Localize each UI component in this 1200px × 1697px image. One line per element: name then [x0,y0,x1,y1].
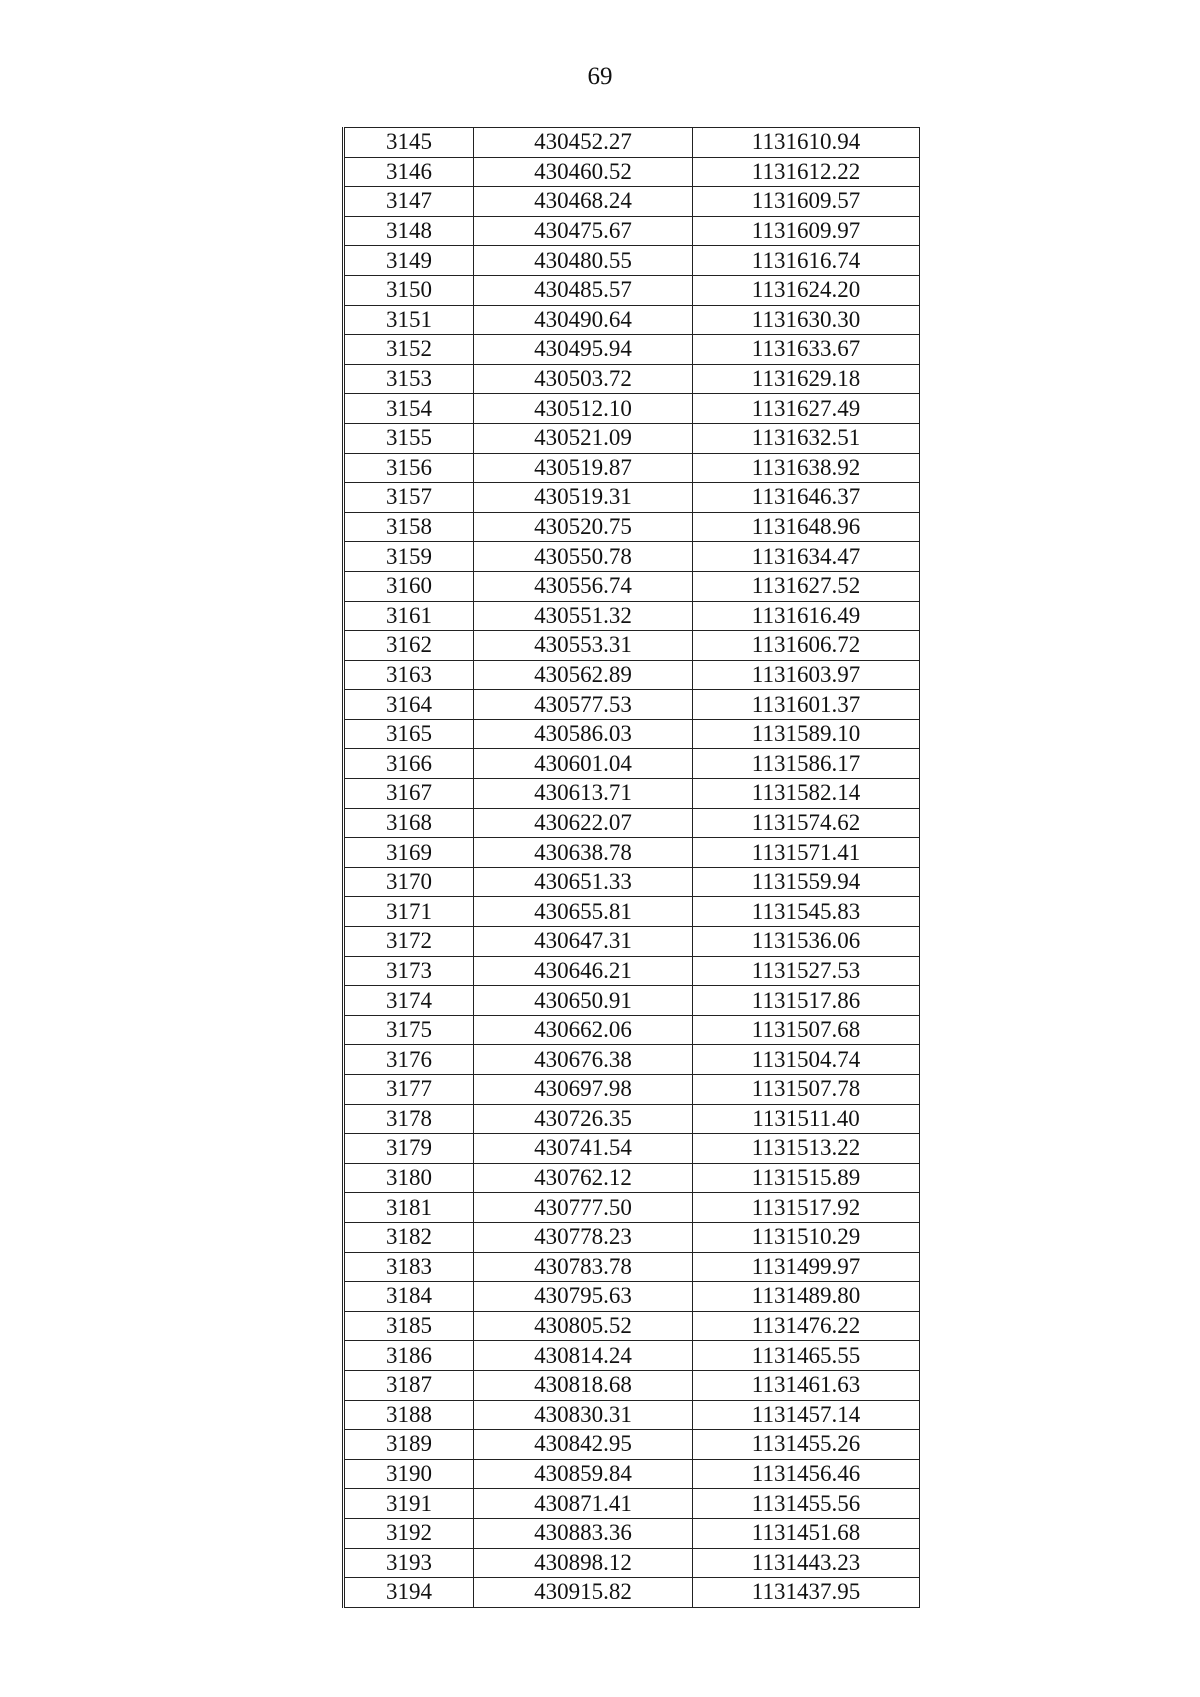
coordinates-table-body [344,128,920,1608]
table-row [344,631,920,661]
table-row [344,1222,920,1252]
y-coordinate-cell: 1131476.22 [693,1311,920,1341]
table-row [344,1400,920,1430]
y-coordinate-cell: 1131499.97 [693,1252,920,1282]
y-coordinate-cell: 1131507.78 [693,1075,920,1105]
table-row [344,1459,920,1489]
x-coordinate-cell: 430495.94 [474,335,693,365]
point-number-cell: 3174 [344,986,474,1016]
y-coordinate-cell: 1131513.22 [693,1134,920,1164]
y-coordinate-cell: 1131627.49 [693,394,920,424]
point-number-cell: 3190 [344,1459,474,1489]
table-row [344,335,920,365]
table-row [344,1518,920,1548]
point-number-cell: 3164 [344,690,474,720]
y-coordinate-cell: 1131465.55 [693,1341,920,1371]
point-number-cell: 3147 [344,187,474,217]
x-coordinate-cell: 430577.53 [474,690,693,720]
x-coordinate-cell: 430676.38 [474,1045,693,1075]
y-coordinate-cell: 1131517.92 [693,1193,920,1223]
table-row [344,1578,920,1608]
table-row [344,779,920,809]
x-coordinate-cell: 430638.78 [474,838,693,868]
point-number-cell: 3189 [344,1430,474,1460]
y-coordinate-cell: 1131646.37 [693,483,920,513]
table-row [344,1163,920,1193]
table-row [344,986,920,1016]
y-coordinate-cell: 1131582.14 [693,779,920,809]
x-coordinate-cell: 430697.98 [474,1075,693,1105]
y-coordinate-cell: 1131633.67 [693,335,920,365]
point-number-cell: 3187 [344,1370,474,1400]
x-coordinate-cell: 430460.52 [474,157,693,187]
point-number-cell: 3165 [344,719,474,749]
point-number-cell: 3175 [344,1015,474,1045]
y-coordinate-cell: 1131624.20 [693,275,920,305]
y-coordinate-cell: 1131504.74 [693,1045,920,1075]
table-row [344,216,920,246]
y-coordinate-cell: 1131455.26 [693,1430,920,1460]
point-number-cell: 3177 [344,1075,474,1105]
point-number-cell: 3156 [344,453,474,483]
point-number-cell: 3170 [344,867,474,897]
y-coordinate-cell: 1131589.10 [693,719,920,749]
x-coordinate-cell: 430646.21 [474,956,693,986]
x-coordinate-cell: 430842.95 [474,1430,693,1460]
x-coordinate-cell: 430503.72 [474,364,693,394]
point-number-cell: 3191 [344,1489,474,1519]
point-number-cell: 3192 [344,1518,474,1548]
x-coordinate-cell: 430586.03 [474,719,693,749]
y-coordinate-cell: 1131634.47 [693,542,920,572]
table-row [344,394,920,424]
y-coordinate-cell: 1131574.62 [693,808,920,838]
x-coordinate-cell: 430898.12 [474,1548,693,1578]
y-coordinate-cell: 1131559.94 [693,867,920,897]
x-coordinate-cell: 430468.24 [474,187,693,217]
x-coordinate-cell: 430550.78 [474,542,693,572]
y-coordinate-cell: 1131601.37 [693,690,920,720]
x-coordinate-cell: 430818.68 [474,1370,693,1400]
table-row [344,808,920,838]
point-number-cell: 3157 [344,483,474,513]
point-number-cell: 3149 [344,246,474,276]
x-coordinate-cell: 430519.87 [474,453,693,483]
table-row [344,1252,920,1282]
x-coordinate-cell: 430662.06 [474,1015,693,1045]
x-coordinate-cell: 430520.75 [474,512,693,542]
table-row [344,305,920,335]
y-coordinate-cell: 1131461.63 [693,1370,920,1400]
point-number-cell: 3168 [344,808,474,838]
table-row [344,897,920,927]
coordinates-table [342,127,920,1608]
x-coordinate-cell: 430859.84 [474,1459,693,1489]
point-number-cell: 3172 [344,927,474,957]
point-number-cell: 3169 [344,838,474,868]
y-coordinate-cell: 1131511.40 [693,1104,920,1134]
table-row [344,1548,920,1578]
table-row [344,1430,920,1460]
x-coordinate-cell: 430783.78 [474,1252,693,1282]
table-row [344,1311,920,1341]
x-coordinate-cell: 430777.50 [474,1193,693,1223]
point-number-cell: 3152 [344,335,474,365]
point-number-cell: 3173 [344,956,474,986]
x-coordinate-cell: 430551.32 [474,601,693,631]
y-coordinate-cell: 1131616.49 [693,601,920,631]
table-row [344,867,920,897]
point-number-cell: 3150 [344,275,474,305]
table-row [344,1193,920,1223]
y-coordinate-cell: 1131638.92 [693,453,920,483]
x-coordinate-cell: 430480.55 [474,246,693,276]
point-number-cell: 3153 [344,364,474,394]
y-coordinate-cell: 1131451.68 [693,1518,920,1548]
table-row [344,749,920,779]
y-coordinate-cell: 1131443.23 [693,1548,920,1578]
point-number-cell: 3193 [344,1548,474,1578]
x-coordinate-cell: 430883.36 [474,1518,693,1548]
x-coordinate-cell: 430650.91 [474,986,693,1016]
x-coordinate-cell: 430726.35 [474,1104,693,1134]
table-row [344,690,920,720]
table-row [344,956,920,986]
x-coordinate-cell: 430485.57 [474,275,693,305]
y-coordinate-cell: 1131515.89 [693,1163,920,1193]
y-coordinate-cell: 1131609.57 [693,187,920,217]
table-row [344,1104,920,1134]
y-coordinate-cell: 1131545.83 [693,897,920,927]
table-row [344,542,920,572]
table-row [344,157,920,187]
x-coordinate-cell: 430475.67 [474,216,693,246]
y-coordinate-cell: 1131648.96 [693,512,920,542]
point-number-cell: 3148 [344,216,474,246]
page-number: 69 [587,63,613,90]
table-row [344,1045,920,1075]
y-coordinate-cell: 1131612.22 [693,157,920,187]
point-number-cell: 3167 [344,779,474,809]
point-number-cell: 3183 [344,1252,474,1282]
x-coordinate-cell: 430778.23 [474,1222,693,1252]
table-row [344,601,920,631]
x-coordinate-cell: 430805.52 [474,1311,693,1341]
table-row [344,246,920,276]
point-number-cell: 3155 [344,423,474,453]
point-number-cell: 3162 [344,631,474,661]
point-number-cell: 3159 [344,542,474,572]
point-number-cell: 3176 [344,1045,474,1075]
point-number-cell: 3145 [344,128,474,158]
y-coordinate-cell: 1131610.94 [693,128,920,158]
x-coordinate-cell: 430647.31 [474,927,693,957]
x-coordinate-cell: 430814.24 [474,1341,693,1371]
point-number-cell: 3154 [344,394,474,424]
table-row [344,423,920,453]
y-coordinate-cell: 1131456.46 [693,1459,920,1489]
table-row [344,927,920,957]
table-row [344,571,920,601]
table-row [344,1282,920,1312]
point-number-cell: 3151 [344,305,474,335]
point-number-cell: 3163 [344,660,474,690]
point-number-cell: 3184 [344,1282,474,1312]
table-row [344,1134,920,1164]
table-row [344,187,920,217]
point-number-cell: 3188 [344,1400,474,1430]
x-coordinate-cell: 430601.04 [474,749,693,779]
table-row [344,453,920,483]
y-coordinate-cell: 1131517.86 [693,986,920,1016]
y-coordinate-cell: 1131609.97 [693,216,920,246]
y-coordinate-cell: 1131586.17 [693,749,920,779]
x-coordinate-cell: 430512.10 [474,394,693,424]
x-coordinate-cell: 430871.41 [474,1489,693,1519]
x-coordinate-cell: 430613.71 [474,779,693,809]
x-coordinate-cell: 430521.09 [474,423,693,453]
y-coordinate-cell: 1131457.14 [693,1400,920,1430]
y-coordinate-cell: 1131627.52 [693,571,920,601]
point-number-cell: 3146 [344,157,474,187]
point-number-cell: 3171 [344,897,474,927]
x-coordinate-cell: 430830.31 [474,1400,693,1430]
x-coordinate-cell: 430741.54 [474,1134,693,1164]
point-number-cell: 3178 [344,1104,474,1134]
x-coordinate-cell: 430795.63 [474,1282,693,1312]
y-coordinate-cell: 1131616.74 [693,246,920,276]
x-coordinate-cell: 430762.12 [474,1163,693,1193]
y-coordinate-cell: 1131603.97 [693,660,920,690]
y-coordinate-cell: 1131629.18 [693,364,920,394]
point-number-cell: 3181 [344,1193,474,1223]
table-row [344,275,920,305]
y-coordinate-cell: 1131437.95 [693,1578,920,1608]
table-row [344,660,920,690]
table-row [344,1015,920,1045]
point-number-cell: 3186 [344,1341,474,1371]
y-coordinate-cell: 1131632.51 [693,423,920,453]
x-coordinate-cell: 430519.31 [474,483,693,513]
table-row [344,512,920,542]
point-number-cell: 3180 [344,1163,474,1193]
y-coordinate-cell: 1131536.06 [693,927,920,957]
table-row [344,838,920,868]
y-coordinate-cell: 1131455.56 [693,1489,920,1519]
x-coordinate-cell: 430556.74 [474,571,693,601]
table-row [344,1489,920,1519]
point-number-cell: 3166 [344,749,474,779]
x-coordinate-cell: 430655.81 [474,897,693,927]
table-row [344,719,920,749]
table-row [344,128,920,158]
x-coordinate-cell: 430490.64 [474,305,693,335]
point-number-cell: 3185 [344,1311,474,1341]
y-coordinate-cell: 1131489.80 [693,1282,920,1312]
y-coordinate-cell: 1131630.30 [693,305,920,335]
point-number-cell: 3160 [344,571,474,601]
x-coordinate-cell: 430915.82 [474,1578,693,1608]
point-number-cell: 3179 [344,1134,474,1164]
table-row [344,1075,920,1105]
y-coordinate-cell: 1131571.41 [693,838,920,868]
y-coordinate-cell: 1131507.68 [693,1015,920,1045]
point-number-cell: 3158 [344,512,474,542]
x-coordinate-cell: 430622.07 [474,808,693,838]
point-number-cell: 3194 [344,1578,474,1608]
point-number-cell: 3161 [344,601,474,631]
y-coordinate-cell: 1131527.53 [693,956,920,986]
table-row [344,483,920,513]
table-row [344,1341,920,1371]
point-number-cell: 3182 [344,1222,474,1252]
table-row [344,1370,920,1400]
x-coordinate-cell: 430562.89 [474,660,693,690]
x-coordinate-cell: 430452.27 [474,128,693,158]
x-coordinate-cell: 430651.33 [474,867,693,897]
y-coordinate-cell: 1131510.29 [693,1222,920,1252]
table-row [344,364,920,394]
x-coordinate-cell: 430553.31 [474,631,693,661]
y-coordinate-cell: 1131606.72 [693,631,920,661]
